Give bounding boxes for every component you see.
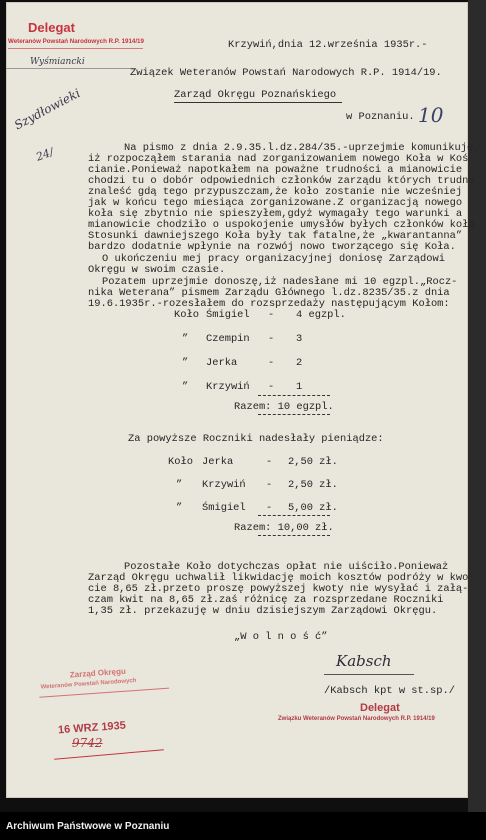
body-line: jak w końcu tego miesiąca zorganizowane.Z organizacją nowego bbox=[88, 197, 463, 209]
header-stamp-subtitle: Weteranów Powstań Narodowych R.P. 1914/19 bbox=[8, 38, 144, 45]
row-name: Jerka bbox=[206, 357, 238, 369]
row-qty: 3 bbox=[296, 333, 303, 345]
row-name: Śmigiel bbox=[202, 502, 246, 514]
payments-sum-rule bbox=[258, 515, 330, 517]
row-name: Jerka bbox=[202, 456, 234, 468]
row-prefix: ” bbox=[182, 333, 189, 345]
place-date: Krzywiń,dnia 12.września 1935r.- bbox=[228, 39, 428, 51]
row-prefix: ” bbox=[176, 479, 183, 491]
body-line: nika Weterana” pismem Zarządu Głównego l.dz.8235/35.z dnia bbox=[88, 287, 450, 299]
body-line: mianowicie chodziło o uspokojenie umysłów byłych członków koła bbox=[88, 219, 475, 231]
row-prefix: Koło bbox=[174, 309, 199, 321]
received-stamp bbox=[30, 661, 185, 747]
closing-line: cie 8,65 zł.przeto proszę powyższej kwoty nie wysyłać i załą- bbox=[88, 583, 469, 595]
payments-sum-rule bbox=[258, 535, 330, 537]
distribution-sum-rule bbox=[258, 414, 330, 416]
row-name: Czempin bbox=[206, 333, 250, 345]
row-sep: - bbox=[268, 333, 275, 345]
body-line: bardzo dodatnie wpłynie na rozwój nowo tworzącego się Koła. bbox=[88, 241, 456, 253]
row-name: Krzywiń bbox=[202, 479, 246, 491]
signature-scrawl: Kabsch bbox=[336, 652, 392, 670]
recipient-line-2: Zarząd Okręgu Poznańskiego bbox=[174, 89, 337, 101]
row-amount: 2,50 zł. bbox=[288, 479, 338, 491]
signature-stamp-title: Delegat bbox=[360, 702, 400, 714]
body-line: cianie.Ponieważ napotkałem na poważne trudności a mianowicie bbox=[88, 164, 463, 176]
received-stamp-number: 9742 bbox=[72, 736, 103, 750]
row-prefix: ” bbox=[182, 357, 189, 369]
row-sep: - bbox=[268, 309, 275, 321]
body-line: Na pismo z dnia 2.9.35.l.dz.284/35.-uprzejmie komunikuję, bbox=[124, 142, 480, 154]
body-line: 19.6.1935r.-rozesłałem do rozsprzedaży następującym Kołom: bbox=[88, 298, 450, 310]
header-stamp-rule bbox=[8, 48, 143, 49]
row-amount: 2,50 zł. bbox=[288, 456, 338, 468]
header-stamp-title: Delegat bbox=[28, 20, 75, 35]
margin-note: Wyśmiancki bbox=[30, 57, 85, 67]
recipient-line-3: w Poznaniu. bbox=[346, 111, 415, 123]
row-sep: - bbox=[268, 357, 275, 369]
handwritten-side-note: Szydłowieki bbox=[12, 85, 83, 133]
row-amount: 5,00 zł. bbox=[288, 502, 338, 514]
payments-total: Razem: 10,00 zł. bbox=[234, 522, 334, 534]
received-stamp-line-2: Weteranów Powstań Narodowych bbox=[40, 677, 137, 691]
body-line: znaleść gdą tego przypuszczam,że koło zostanie nie wcześniej bbox=[88, 186, 463, 198]
row-name: Śmigiel bbox=[206, 309, 250, 321]
body-line: chodzi tu o dobór odpowiednich członków zarządu których trudno bbox=[88, 175, 475, 187]
received-stamp-underline bbox=[54, 749, 164, 760]
archive-footer bbox=[0, 812, 486, 840]
signature-line: /Kabsch kpt w st.sp./ bbox=[324, 685, 455, 697]
closing-line: czam kwit na 8,65 zł.zaś różnicę za rozsprzedane Roczniki bbox=[88, 594, 444, 606]
row-prefix: Koło bbox=[168, 456, 193, 468]
page-mark: 10 bbox=[418, 103, 444, 127]
document-page bbox=[6, 2, 480, 798]
row-name: Krzywiń bbox=[206, 381, 250, 393]
body-line: iż rozpocząłem starania nad zorganizowaniem nowego Koła w Koś- bbox=[88, 153, 475, 165]
received-stamp-date: 16 WRZ 1935 bbox=[57, 719, 127, 737]
row-sep: - bbox=[266, 456, 273, 468]
archive-label: Archiwum Państwowe w Poznaniu bbox=[6, 820, 170, 832]
handwritten-number: 24/ bbox=[34, 145, 56, 164]
closing-line: Zarząd Okręgu uchwalił likwidację moich kosztów podróży w kwo- bbox=[88, 572, 475, 584]
row-qty: 2 bbox=[296, 357, 303, 369]
distribution-total: Razem: 10 egzpl. bbox=[234, 401, 334, 413]
distribution-sum-rule bbox=[258, 395, 330, 397]
row-prefix: ” bbox=[182, 381, 189, 393]
closing-line: 1,35 zł. przekazuję w dniu dzisiejszym Zarządowi Okręgu. bbox=[88, 605, 438, 617]
body-line: koła się zbytnio nie spieszyłem,gdyż wymagały tego warunki a bbox=[88, 208, 463, 220]
signature-rule bbox=[324, 674, 414, 675]
received-stamp-line-1: Zarząd Okręgu bbox=[69, 666, 127, 680]
row-sep: - bbox=[268, 381, 275, 393]
scan-edge bbox=[468, 0, 486, 812]
body-line: O ukończeniu mej pracy organizacyjnej doniosę Zarządowi bbox=[102, 253, 445, 265]
row-sep: - bbox=[266, 502, 273, 514]
signature-stamp-subtitle: Związku Weteranów Powstań Narodowych R.P. 1914/19 bbox=[278, 716, 435, 722]
body-line: Pozatem uprzejmie donoszę,iż nadesłane mi 10 egzpl.„Rocz- bbox=[102, 276, 458, 288]
closing-line: Pozostałe Koło dotychczas opłat nie uiściło.Ponieważ bbox=[124, 561, 449, 573]
motto: „W o l n o ś ć” bbox=[234, 631, 328, 643]
body-line: Stosunki dawniejszego Koła były tak fatalne,że „kwarantanna” bbox=[88, 230, 463, 242]
recipient-underline bbox=[174, 102, 342, 103]
row-prefix: ” bbox=[176, 502, 183, 514]
row-qty: 1 bbox=[296, 381, 303, 393]
row-qty: 4 egzpl. bbox=[296, 309, 346, 321]
recipient-line-1: Związek Weteranów Powstań Narodowych R.P. 1914/19. bbox=[130, 67, 442, 79]
margin-rule bbox=[6, 68, 136, 69]
row-sep: - bbox=[266, 479, 273, 491]
payments-intro: Za powyższe Roczniki nadesłały pieniądze: bbox=[128, 433, 384, 445]
body-line: Okręgu w swoim czasie. bbox=[88, 264, 226, 276]
